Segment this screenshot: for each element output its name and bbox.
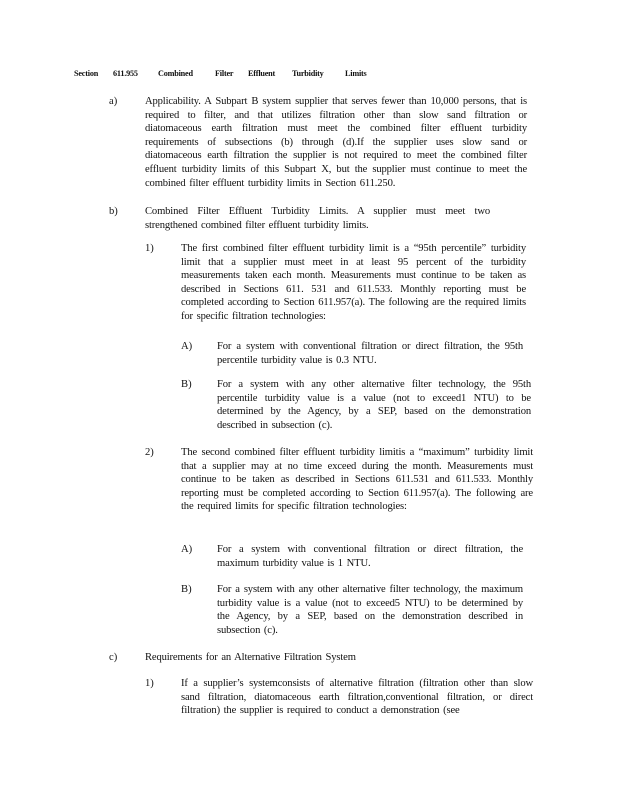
item-b2B-label: B) <box>181 584 192 595</box>
subsection-b-text: Combined Filter Effluent Turbidity Limits. A supplier must meet two strengthened combined filter effluent turbidity limits. <box>145 206 490 231</box>
subsection-c-label: c) <box>109 652 118 663</box>
item-b1A-text: For a system with conventional filtration or direct filtration, the 95th percentile turbidity value is 0.3 NTU. <box>217 341 523 366</box>
heading-section-number: 611.955 <box>113 69 138 78</box>
item-b1B-label: B) <box>181 379 192 390</box>
paragraph-b1-text: The first combined filter effluent turbidity limit is a “95th percentile” turbidity limit that a supplier must meet in at least 95 percent of the turbidity measurements taken each month. Measurements must continue to be taken as described in Sections 611. 531 and 611.533. Monthly reporting must be completed according to Section 611.957(a). The following are the required limits for specific filtration technologies: <box>181 243 526 322</box>
item-b2A-label: A) <box>181 544 193 555</box>
heading-section-word: Section <box>74 69 99 78</box>
heading-word-effluent: Effluent <box>248 69 276 78</box>
paragraph-b2-text: The second combined filter effluent turbidity limitis a “maximum” turbidity limit that a supplier may at no time exceed during the month. Measurements must continue to be taken as described in Sections 611.531 and 611.533. Monthly reporting must be completed according to Section 611.957(a). The following are the required limits for specific filtration technologies: <box>181 447 533 513</box>
paragraph-b1-label: 1) <box>145 243 154 254</box>
subsection-a-label: a) <box>109 96 118 107</box>
heading-word-filter: Filter <box>215 69 234 78</box>
item-b2A-text: For a system with conventional filtration or direct filtration, the maximum turbidity value is 1 NTU. <box>217 544 523 569</box>
subsection-c-text: Requirements for an Alternative Filtration System <box>145 652 356 663</box>
heading-word-limits: Limits <box>345 69 367 78</box>
heading-word-turbidity: Turbidity <box>292 69 324 78</box>
subsection-b-label: b) <box>109 206 118 217</box>
paragraph-c1-label: 1) <box>145 678 154 689</box>
paragraph-b2-label: 2) <box>145 447 154 458</box>
item-b2B-text: For a system with any other alternative filter technology, the maximum turbidity value is a value (not to exceed5 NTU) to be determined by the Agency, by a SEP, based on the demonstration described in subsection (c). <box>217 584 523 636</box>
item-b1A-label: A) <box>181 341 193 352</box>
item-b1B-text: For a system with any other alternative filter technology, the 95th percentile turbidity value is a value (not to exceed1 NTU) to be determined by the Agency, by a SEP, based on the demonstration described in subsection (c). <box>217 379 531 431</box>
heading-word-combined: Combined <box>158 69 193 78</box>
subsection-a-text: Applicability. A Subpart B system supplier that serves fewer than 10,000 persons, that is required to filter, and that utilizes filtration other than slow sand filtration or diatomaceous earth filtration must meet the combined filter effluent turbidity requirements of subsections (b) through (d).If the supplier uses slow sand or diatomaceous earth filtration the supplier is not required to meet the combined filter effluent turbidity limits of this Subpart X, but the supplier must continue to meet the combined filter effluent turbidity limits in Section 611.250. <box>145 96 527 189</box>
paragraph-c1-text: If a supplier’s systemconsists of alternative filtration (filtration other than slow sand filtration, diatomaceous earth filtration,conventional filtration, or direct filtration) the supplier is required to conduct a demonstration (see <box>181 678 533 717</box>
